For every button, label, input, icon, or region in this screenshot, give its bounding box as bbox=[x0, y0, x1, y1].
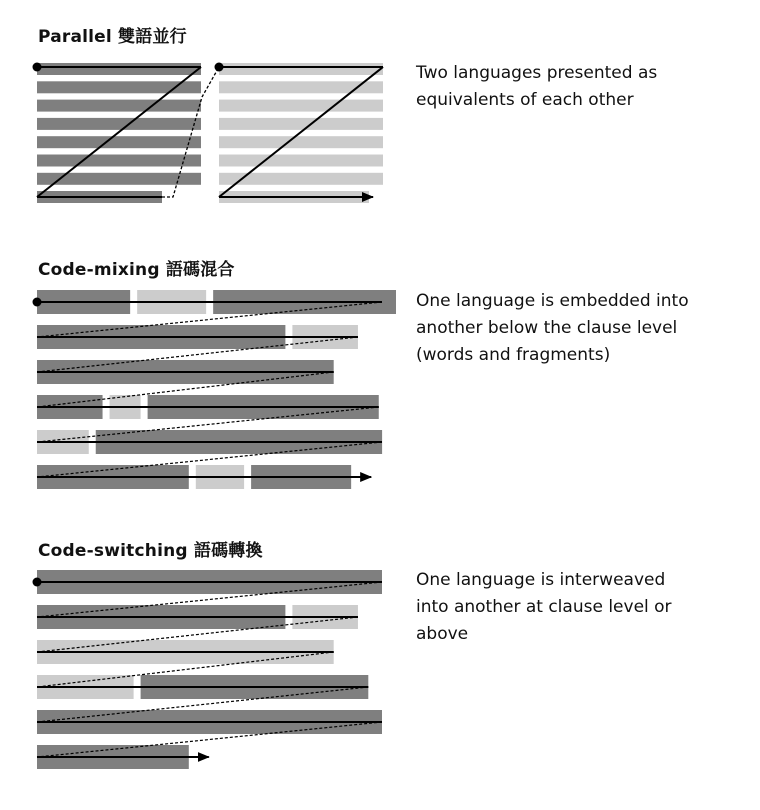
parallel-line-bar-b bbox=[219, 63, 383, 75]
code-switching-start-dot bbox=[33, 578, 42, 587]
description-line: equivalents of each other bbox=[416, 90, 634, 110]
parallel-line-bar-b bbox=[219, 100, 383, 112]
code-mixing-start-dot bbox=[33, 298, 42, 307]
parallel-line-bar-a bbox=[37, 63, 201, 75]
parallel-line-bar-a bbox=[37, 136, 201, 148]
section-title-code-mixing: Code-mixing 語碼混合 bbox=[38, 260, 235, 280]
reading-start-dot bbox=[33, 63, 42, 72]
parallel-line-bar-b bbox=[219, 173, 383, 185]
description-line: into another at clause level or bbox=[416, 597, 672, 617]
parallel-line-bar-b bbox=[219, 118, 383, 130]
section-title-code-switching: Code-switching 語碼轉換 bbox=[38, 541, 263, 561]
parallel-line-bar-b bbox=[219, 136, 383, 148]
parallel-line-bar-a bbox=[37, 155, 201, 167]
description-line: (words and fragments) bbox=[416, 345, 611, 365]
description-line: One language is interweaved bbox=[416, 570, 666, 590]
code-mixing-diagram bbox=[33, 290, 397, 489]
parallel-line-bar-b bbox=[219, 155, 383, 167]
parallel-line-bar-a bbox=[37, 100, 201, 112]
section-title-parallel: Parallel 雙語並行 bbox=[38, 27, 187, 47]
description-line: One language is embedded into bbox=[416, 291, 689, 311]
description-line: Two languages presented as bbox=[416, 63, 658, 83]
code-switching-diagram bbox=[33, 570, 383, 769]
reading-start-dot bbox=[215, 63, 224, 72]
parallel-line-bar-a bbox=[37, 118, 201, 130]
description-line: another below the clause level bbox=[416, 318, 678, 338]
description-line: above bbox=[416, 624, 469, 644]
parallel-diagram bbox=[33, 63, 384, 204]
